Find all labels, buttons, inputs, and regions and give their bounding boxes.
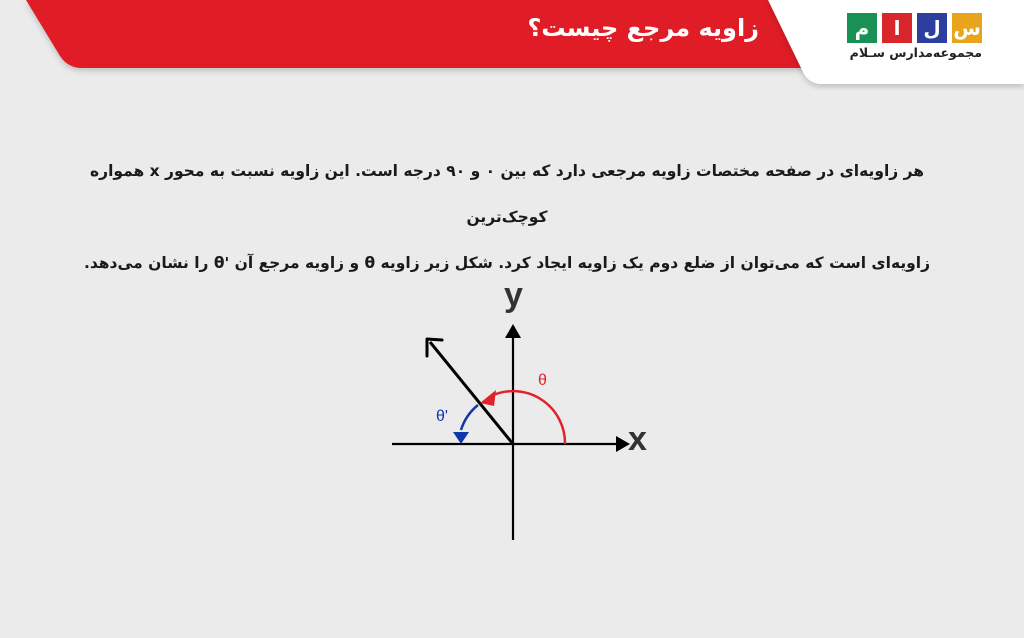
logo-tiles — [838, 13, 982, 43]
logo-text: مجموعه‌مدارس سـلام — [849, 45, 982, 60]
paragraph-line-2: زاویه‌ای است که می‌توان از ضلع دوم یک زاویه ایجاد کرد. شکل زیر زاویه θ و زاویه مرجع آن 'θ را نشان می‌دهد. — [83, 254, 931, 272]
logo-tile-sin: س — [952, 13, 982, 43]
logo-tile-alef: ا — [882, 13, 912, 43]
paragraph-line-1: هر زاویه‌ای در صفحه مختصات زاویه مرجعی دارد که بین ۰ و ۹۰ درجه است. این زاویه نسبت به محور x همواره کوچک‌ترین — [90, 162, 924, 226]
diagram-svg — [380, 270, 670, 550]
reference-angle-diagram — [380, 270, 670, 554]
y-axis-label: y — [504, 276, 523, 314]
logo-tile-lam: ل — [917, 13, 947, 43]
logo-tile-mim: م — [847, 13, 877, 43]
x-axis-label: x — [628, 420, 647, 458]
content-paragraph — [60, 148, 954, 286]
theta-label: θ — [538, 372, 547, 389]
theta-prime-label: θ' — [436, 408, 448, 425]
page-title: زاویه مرجع چیست؟ — [527, 14, 759, 42]
logo — [838, 13, 982, 63]
